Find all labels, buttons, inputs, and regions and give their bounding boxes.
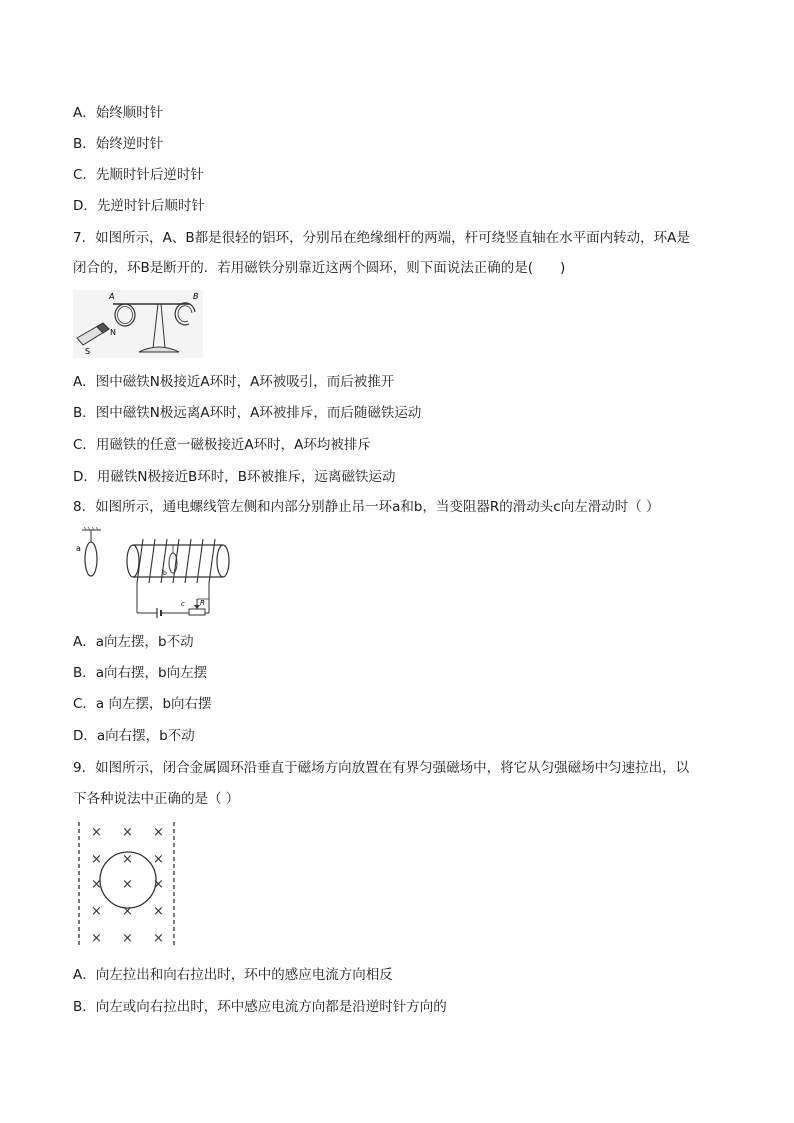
field-cross: × [122,904,133,919]
q7-label-a: A [109,292,115,301]
q8-option-a: A．a向左摆，b不动 [73,634,194,650]
field-cross: × [91,852,102,867]
q9-field-marks [91,825,164,946]
q9-option-b: B．向左或向右拉出时，环中感应电流方向都是沿逆时针方向的 [73,999,447,1015]
field-cross: × [122,877,133,892]
field-cross: × [122,931,133,946]
q7-stem-line1: 7．如图所示，A、B都是很轻的铝环，分别吊在绝缘细杆的两端，杆可绕竖直轴在水平面内转动，环A是 [73,230,690,246]
field-cross: × [153,931,164,946]
field-cross: × [153,904,164,919]
q8-label-a: a [76,544,81,553]
field-cross: × [122,852,133,867]
q6-option-d: D．先逆时针后顺时针 [73,198,205,214]
q7-option-c: C．用磁铁的任意一磁极接近A环时，A环均被排斥 [73,437,371,453]
field-cross: × [122,825,133,840]
q6-option-c: C．先顺时针后逆时针 [73,167,204,183]
q7-option-a: A．图中磁铁N极接近A环时，A环被吸引，而后被推开 [73,374,395,390]
field-cross: × [91,904,102,919]
q7-label-n: N [110,328,116,337]
q6-option-b: B．始终逆时针 [73,136,164,152]
q8-option-b: B．a向右摆，b向左摆 [73,665,208,681]
q9-stem-line2: 下各种说法中正确的是（ ） [73,791,240,807]
field-cross: × [91,931,102,946]
q6-option-a: A．始终顺时针 [73,105,164,121]
field-cross: × [91,877,102,892]
q7-option-d: D．用磁铁N极接近B环时，B环被推斥，远离磁铁运动 [73,469,396,485]
q7-label-s: S [85,347,91,356]
q7-figure [73,290,203,358]
q8-figure [73,527,233,619]
field-cross: × [91,825,102,840]
q9-option-a: A．向左拉出和向右拉出时，环中的感应电流方向相反 [73,967,393,983]
field-cross: × [153,852,164,867]
q8-stem: 8．如图所示，通电螺线管左侧和内部分别静止吊一环a和b，当变阻器R的滑动头c向左滑动时（ ） [73,499,660,515]
q8-label-b: b [163,570,167,577]
q8-option-c: C．a 向左摆，b向右摆 [73,696,212,712]
q9-figure [73,820,183,948]
q7-stem-line2: 闭合的，环B是断开的．若用磁铁分别靠近这两个圆环，则下面说法正确的是( ) [73,260,566,276]
q9-stem-line1: 9．如图所示，闭合金属圆环沿垂直于磁场方向放置在有界匀强磁场中，将它从匀强磁场中匀速拉出，以 [73,760,690,776]
q8-label-r: R [200,599,205,607]
q7-label-b: B [193,292,199,301]
q8-label-c: c [181,600,185,608]
field-cross: × [153,877,164,892]
field-cross: × [153,825,164,840]
q8-option-d: D．a向右摆，b不动 [73,728,195,744]
q7-option-b: B．图中磁铁N极远离A环时，A环被排斥，而后随磁铁运动 [73,405,422,421]
